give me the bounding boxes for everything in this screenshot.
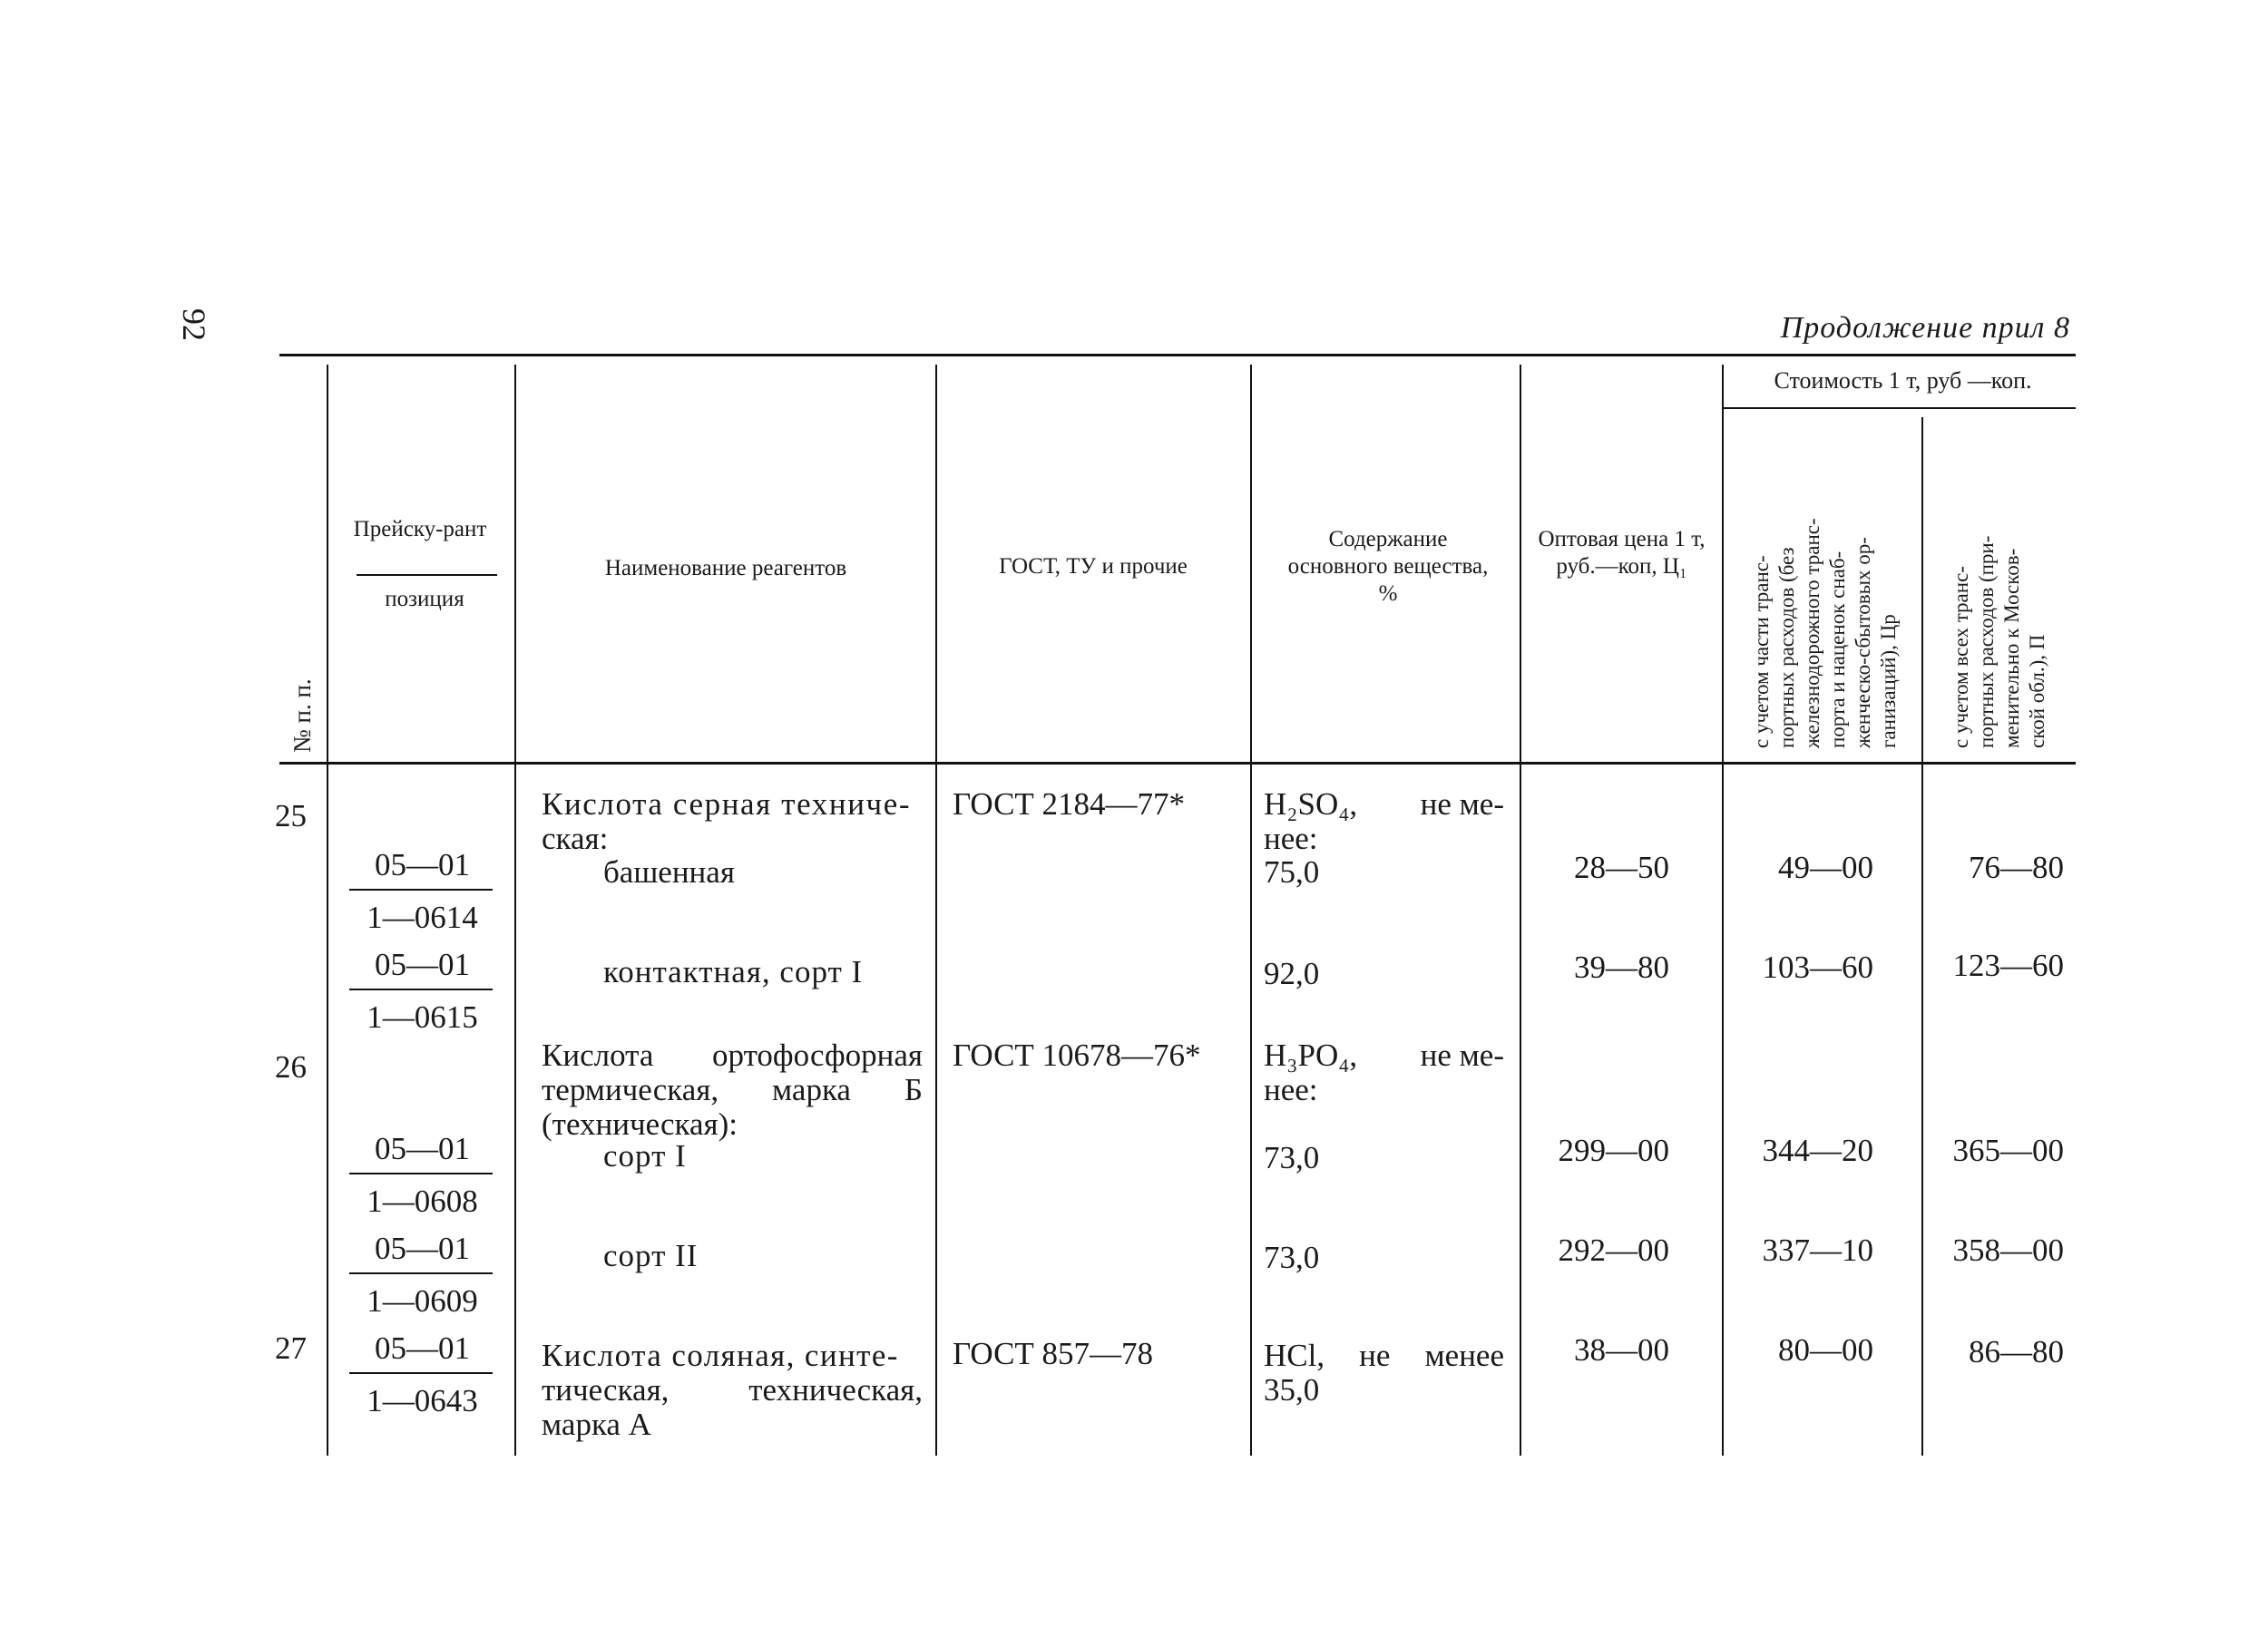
row-27-cost-full: 86—80	[1969, 1334, 2064, 1369]
row-26-content-line-2: нее:	[1264, 1072, 1318, 1107]
table-top-rule	[279, 354, 2076, 356]
row-25a-wholesale: 28—50	[1574, 850, 1669, 885]
row-26-content-line-1	[1264, 1038, 1504, 1073]
row-26a-wholesale: 299—00	[1558, 1133, 1669, 1168]
row-26-content-rest: не ме-	[1420, 1038, 1504, 1073]
row-27-name-line-3: марка А	[542, 1407, 651, 1442]
col-divider-5	[1520, 365, 1521, 1456]
row-27-name-line-1: Кислота соляная, синте-	[542, 1338, 899, 1373]
row-25b-wholesale: 39—80	[1574, 950, 1669, 985]
header-price-bottom: позиция	[385, 587, 464, 611]
row-25-name-line-1-text: Кислота серная техниче-	[542, 786, 912, 822]
row-26b-cost-partial: 337—10	[1762, 1233, 1873, 1268]
col-divider-3	[935, 365, 937, 1456]
header-wholesale: Оптовая цена 1 т, руб.—коп, Ц₁	[1538, 527, 1706, 579]
row-25a-price-top: 05—01	[375, 847, 470, 882]
header-cost-full-line-4: ской обл.), П	[2026, 634, 2048, 748]
col-divider-6	[1722, 365, 1724, 1456]
row-26a-price-frac-line	[349, 1173, 493, 1174]
header-cost-partial-line-6: ганизаций), Цр	[1877, 614, 1900, 748]
row-25a-content: 75,0	[1264, 854, 1320, 890]
row-26a-cost-full: 365—00	[1952, 1133, 2064, 1168]
row-26b-content: 73,0	[1264, 1240, 1320, 1275]
row-26-name-line-1: Кислота ортофосфорная	[542, 1038, 923, 1073]
header-content: Содержание основного вещества, %	[1287, 527, 1489, 606]
row-25b-price-bottom: 1—0615	[367, 999, 478, 1035]
row-27-price-bottom: 1—0643	[367, 1383, 478, 1418]
header-price-top: Прейску-рант	[353, 517, 487, 541]
row-26b-price-bottom: 1—0609	[367, 1283, 478, 1319]
header-cost-partial-line-2: портных расходов (без	[1775, 547, 1798, 748]
header-no: № п. п.	[288, 678, 316, 753]
header-cost-partial-line-5: женческо-сбытовых ор-	[1852, 537, 1874, 748]
row-27-content-line-2: 35,0	[1264, 1372, 1320, 1408]
col-divider-2	[514, 365, 516, 1456]
row-25-name-line-1	[542, 787, 923, 822]
row-26b-cost-full: 358—00	[1952, 1233, 2064, 1268]
row-27-wholesale: 38—00	[1574, 1332, 1669, 1368]
row-27-price-top: 05—01	[375, 1330, 470, 1366]
header-cost-full-line-3: менительно к Москов-	[2000, 548, 2023, 748]
header-name: Наименование реагентов	[604, 556, 847, 580]
row-25-number: 25	[275, 798, 307, 833]
row-25-content-formula: H₂SO₄,	[1264, 786, 1358, 822]
row-25-gost: ГОСТ 2184—77*	[953, 786, 1186, 822]
row-25b-name: контактная, сорт I	[603, 954, 864, 989]
row-25a-name: башенная	[603, 854, 735, 890]
row-25b-price-frac-line	[349, 989, 493, 990]
header-cost-partial-line-1: с учетом части транс-	[1750, 555, 1773, 748]
row-25a-price-bottom: 1—0614	[367, 900, 478, 935]
row-26a-name: сорт I	[603, 1138, 687, 1174]
row-25-content-line-1	[1264, 787, 1504, 822]
row-26a-content: 73,0	[1264, 1140, 1320, 1175]
row-25b-cost-partial: 103—60	[1762, 950, 1873, 985]
row-26-name-line-2: термическая, марка Б	[542, 1072, 923, 1107]
header-cost-full-line-1: с учетом всех транс-	[1950, 566, 1972, 748]
row-25-content-line-2: нее:	[1264, 821, 1318, 856]
row-27-gost: ГОСТ 857—78	[953, 1336, 1154, 1371]
row-26a-price-top: 05—01	[375, 1131, 470, 1166]
header-cost-partial-line-3: железнодорожного транс-	[1801, 518, 1823, 748]
row-25a-cost-partial: 49—00	[1778, 850, 1873, 885]
row-25a-price-frac-line	[349, 889, 493, 891]
page-number: 92	[176, 308, 212, 341]
col-divider-1	[327, 365, 328, 1456]
row-25a-cost-full: 76—80	[1969, 850, 2064, 885]
row-26b-wholesale: 292—00	[1558, 1233, 1669, 1268]
row-26-content-formula: H₃PO₄,	[1264, 1038, 1358, 1073]
row-26b-price-frac-line	[349, 1272, 493, 1274]
header-gost: ГОСТ, ТУ и прочие	[999, 554, 1188, 579]
row-26b-name: сорт II	[603, 1238, 699, 1273]
row-25b-cost-full: 123—60	[1952, 948, 2064, 983]
row-25b-content: 92,0	[1264, 956, 1320, 991]
row-27-name-line-2: тическая, техническая,	[542, 1372, 923, 1408]
row-27-number: 27	[275, 1330, 307, 1366]
row-25-name-line-2: ская:	[542, 821, 609, 856]
row-26-name-line-3: (техническая):	[542, 1106, 738, 1142]
row-26-gost: ГОСТ 10678—76*	[953, 1038, 1201, 1073]
row-26a-cost-partial: 344—20	[1762, 1133, 1873, 1168]
row-27-cost-partial: 80—00	[1778, 1332, 1873, 1368]
header-cost-group: Стоимость 1 т, руб —коп.	[1774, 367, 2032, 394]
row-25-content-rest: не ме-	[1420, 786, 1504, 822]
header-cost-partial-line-4: порта и наценок снаб-	[1826, 551, 1849, 748]
header-bottom-rule	[279, 762, 2076, 765]
row-26b-price-top: 05—01	[375, 1231, 470, 1266]
row-25b-price-top: 05—01	[375, 947, 470, 982]
header-price-frac-line	[357, 574, 497, 576]
continuation-title: Продолжение прил 8	[1780, 311, 2070, 345]
row-26-number: 26	[275, 1049, 307, 1085]
row-27-content-line-1: HCl, не менее	[1264, 1338, 1504, 1373]
row-27-price-frac-line	[349, 1372, 493, 1374]
col-divider-7	[1921, 417, 1923, 1456]
col-divider-4	[1250, 365, 1252, 1456]
cost-group-rule	[1722, 407, 2076, 409]
row-26a-price-bottom: 1—0608	[367, 1184, 478, 1219]
header-cost-full-line-2: портных расходов (при-	[1975, 535, 1998, 748]
